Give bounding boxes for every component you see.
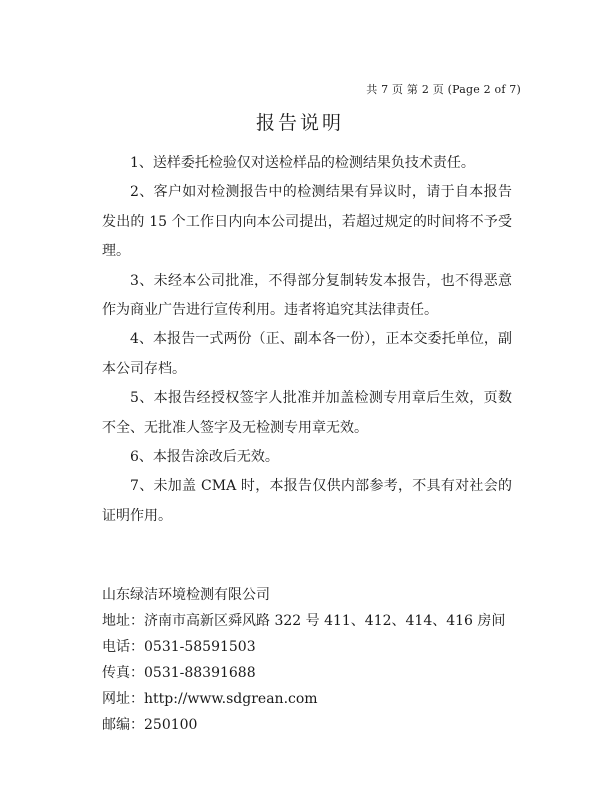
company-address: 地址：济南市高新区舜风路 322 号 411、412、414、416 房间 (102, 613, 506, 629)
company-info (102, 582, 532, 738)
clause-2: 2、客户如对检测报告中的检测结果有异议时，请于自本报告发出的 15 个工作日内向本公司提出，若超过规定的时间将不予受理。 (102, 184, 512, 260)
company-name: 山东绿洁环境检测有限公司 (102, 587, 270, 603)
page-title: 报告说明 (255, 112, 344, 134)
clause-1: 1、送样委托检验仅对送检样品的检测结果负技术责任。 (130, 155, 475, 171)
company-phone: 电话：0531-58591503 (102, 639, 256, 655)
company-website: 网址：http://www.sdgrean.com (102, 691, 318, 707)
clause-3: 3、未经本公司批准，不得部分复制转发本报告，也不得恶意作为商业广告进行宣传利用。违者将追究其法律责任。 (102, 272, 512, 319)
clause-6: 6、本报告涂改后无效。 (130, 449, 279, 466)
clause-list (102, 149, 512, 531)
company-postcode: 邮编：250100 (102, 717, 198, 733)
clause-5: 5、本报告经授权签字人批准并加盖检测专用章后生效，页数不全、无批准人签字及无检测专用章无效。 (102, 390, 512, 436)
page-number: 共 7 页 第 2 页 (Page 2 of 7) (366, 83, 521, 96)
clause-7: 7、未加盖 CMA 时，本报告仅供内部参考，不具有对社会的证明作用。 (102, 478, 512, 524)
clause-4: 4、本报告一式两份（正、副本各一份），正本交委托单位，副本公司存档。 (102, 331, 512, 377)
company-fax: 传真：0531-88391688 (102, 665, 256, 681)
